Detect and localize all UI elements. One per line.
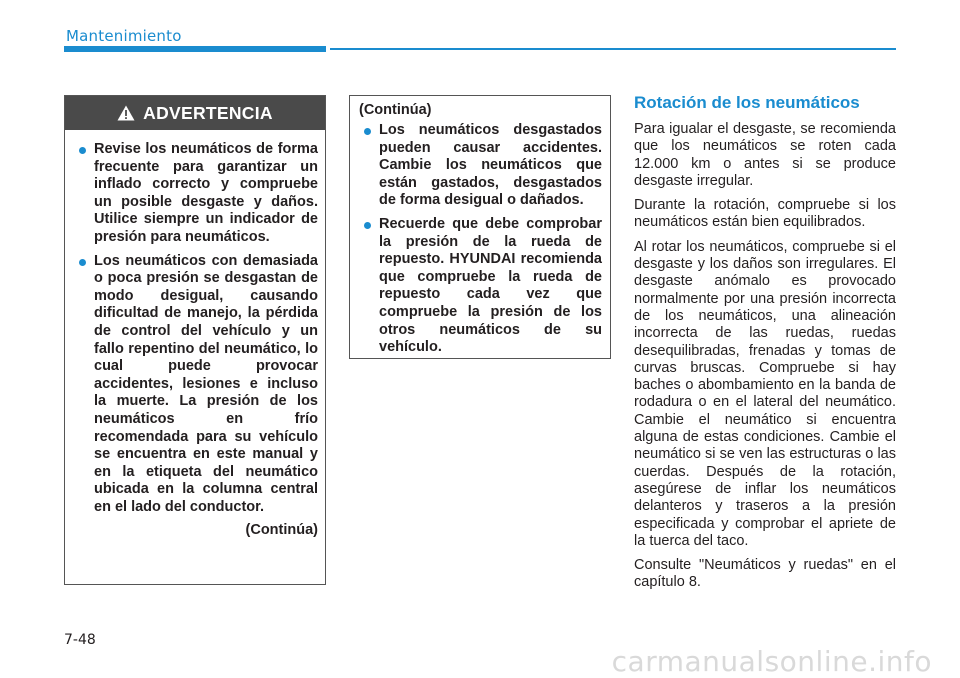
page-number: 7-48: [64, 632, 96, 648]
warning-box: [64, 95, 326, 585]
rotation-paragraph: Consulte "Neumáticos y ruedas" en el capítulo 8.: [634, 557, 896, 591]
warning-item: Los neumáticos desgastados pueden causar accidentes. Cambie los neumáticos que están gastados, desgastados de forma desigual o dañados.: [358, 122, 602, 210]
warning-triangle-icon: [117, 105, 135, 121]
continued-heading: (Continúa): [359, 102, 432, 118]
warning-continued-box: [349, 95, 611, 359]
continued-list: [358, 122, 602, 357]
rotation-paragraph: Durante la rotación, compruebe si los neumáticos están bien equilibrados.: [634, 197, 896, 231]
warning-item: Recuerde que debe comprobar la presión de la rueda de repuesto. HYUNDAI recomienda que compruebe la rueda de repuesto cada vez que compruebe la presión de los otros neumáticos de su vehículo.: [358, 216, 602, 357]
warning-header: [65, 96, 325, 130]
rotation-title: Rotación de los neumáticos: [634, 93, 860, 112]
header-rule: [330, 48, 896, 50]
section-title: Mantenimiento: [66, 27, 182, 45]
rotation-paragraph: Al rotar los neumáticos, compruebe si el desgaste y los daños son irregulares. El desgaste anómalo es provocado normalmente por una presión incorrecta de los neumáticos, una alineación incorrecta de las ruedas, ruedas desequilibradas, frenadas y tomas de curvas bruscas. Compruebe si hay baches o abombamiento en la banda de rodadura o en el lateral del neumático. Cambie el neumático si encuentra alguna de estas condiciones. Cambie el neumático si se ven las estructuras o las cuerdas. Después de la rotación, asegúrese de inflar los neumáticos delanteros y traseros a la presión especificada y comprobar el apriete de la tuerca del taco.: [634, 238, 896, 549]
bullet-icon: [364, 222, 371, 229]
bullet-icon: [79, 259, 86, 266]
bullet-icon: [364, 128, 371, 135]
warning-title: ADVERTENCIA: [143, 102, 273, 123]
warning-item: Revise los neumáticos de forma frecuente para garantizar un inflado correcto y compruebe un posible desgaste y daños. Utilice siempre un indicador de presión para neumáticos.: [73, 141, 318, 247]
header-bar-accent: [64, 46, 326, 52]
rotation-paragraph: Para igualar el desgaste, se recomienda que los neumáticos se roten cada 12.000 km o antes si se produce desgaste irregular.: [634, 121, 896, 189]
bullet-icon: [79, 147, 86, 154]
warning-list: [73, 141, 318, 516]
rotation-section: [634, 93, 896, 599]
watermark: carmanualsonline.info: [611, 645, 932, 678]
warning-item: Los neumáticos con demasiada o poca presión se desgastan de modo desigual, causando dificultad de manejo, la pérdida de control del vehículo y un fallo repentino del neumático, lo cual puede provocar accidentes, lesiones e incluso la muerte. La presión de los neumáticos en frío recomendada para su vehículo se encuentra en este manual y en la etiqueta del neumático ubicada en la columna central en el lado del conductor.: [73, 253, 318, 517]
continues-label: (Continúa): [245, 522, 318, 539]
